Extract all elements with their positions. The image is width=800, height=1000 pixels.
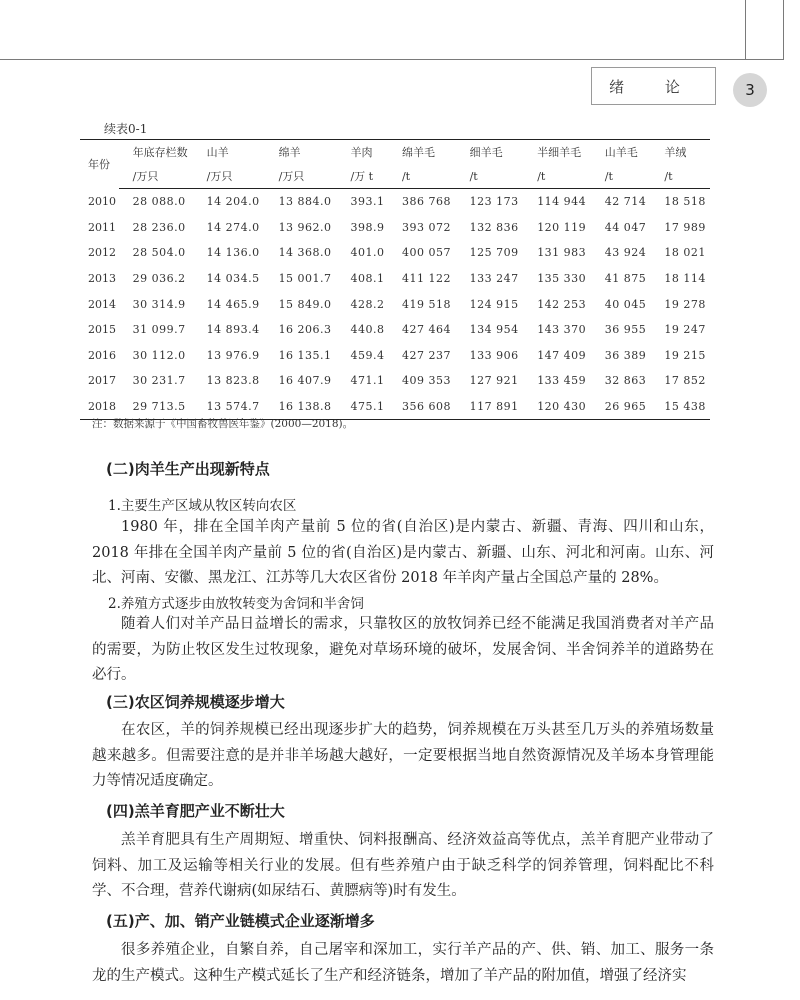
- cell-value: 428.2: [350, 297, 385, 311]
- cell-value: 419 518: [401, 297, 451, 311]
- cell-value: 13 574.7: [193, 394, 265, 420]
- cell-value: 409 353: [401, 374, 451, 388]
- cell-value: 14 465.9: [206, 297, 260, 311]
- header-sheep: 绵羊: [265, 140, 337, 165]
- cell-value: 42 714: [604, 195, 647, 209]
- cell-value: 133 459: [537, 374, 587, 388]
- table-note: 注：数据来源于《中国畜牧兽医年鉴》(2000—2018)。: [92, 418, 354, 430]
- unit-semi-fine-wool: /t: [523, 164, 591, 189]
- cell-value: 14 204.0: [206, 195, 260, 209]
- cell-value: 475.1: [336, 394, 388, 420]
- cell-value: 125 709: [469, 246, 519, 260]
- cell-value: 13 962.0: [278, 220, 332, 234]
- cell-value: 401.0: [350, 246, 385, 260]
- cell-value: 408.1: [350, 272, 385, 286]
- cell-value: 15 001.7: [278, 272, 332, 286]
- cell-value: 132 836: [469, 220, 519, 234]
- cell-value: 40 045: [604, 297, 647, 311]
- cell-value: 13 823.8: [206, 374, 260, 388]
- table-row: [80, 317, 710, 343]
- cell-value: 400 057: [401, 246, 451, 260]
- paragraph-2-1: 1980 年，排在全国羊肉产量前 5 位的省(自治区)是内蒙古、新疆、青海、四川和山东，2018 年排在全国羊肉产量前 5 位的省(自治区)是内蒙古、新疆、山东、河北和河南。山东、河北、河南、安徽、黑龙江、江苏等几大农区省份 2018 年羊肉产量占全国总产量的 28%。: [92, 519, 714, 586]
- header-vertical-rule-right: [783, 0, 784, 60]
- cell-value: 120 430: [523, 394, 591, 420]
- section-heading-5: (五)产、加、销产业链模式企业逐渐增多: [106, 912, 375, 930]
- cell-value: 30 231.7: [132, 374, 186, 388]
- table-body: [80, 189, 710, 420]
- header-vertical-rule: [745, 0, 746, 60]
- cell-value: 114 944: [537, 195, 587, 209]
- cell-value: 43 924: [604, 246, 647, 260]
- header-sheep-wool: 绵羊毛: [388, 140, 456, 165]
- cell-year: 2017: [88, 374, 116, 388]
- cell-value: 13 976.9: [206, 348, 260, 362]
- cell-year: 2018: [80, 394, 119, 420]
- cell-value: 19 215: [664, 348, 706, 362]
- cell-value: 393 072: [401, 220, 451, 234]
- table-header-row-2: [80, 164, 710, 189]
- cell-value: 133 906: [469, 348, 519, 362]
- chapter-title: 绪 论: [591, 67, 716, 105]
- cell-value: 28 088.0: [132, 195, 186, 209]
- cell-value: 124 915: [469, 297, 519, 311]
- header-stock: 年底存栏数: [119, 140, 193, 165]
- cell-value: 356 608: [388, 394, 456, 420]
- header-goat-hair: 山羊毛: [591, 140, 651, 165]
- cell-value: 26 965: [591, 394, 651, 420]
- cell-value: 32 863: [604, 374, 647, 388]
- cell-value: 18 021: [664, 246, 706, 260]
- unit-fine-wool: /t: [456, 164, 524, 189]
- cell-value: 18 114: [664, 272, 706, 286]
- cell-value: 13 884.0: [278, 195, 332, 209]
- cell-value: 19 278: [664, 297, 706, 311]
- cell-value: 17 852: [664, 374, 706, 388]
- cell-value: 120 119: [537, 220, 587, 234]
- unit-goat: /万只: [193, 164, 265, 189]
- subheading-2-2: 2.养殖方式逐步由放牧转变为舍饲和半舍饲: [108, 596, 364, 612]
- cell-value: 18 518: [664, 195, 706, 209]
- cell-value: 127 921: [469, 374, 519, 388]
- header-rule: [0, 59, 783, 60]
- cell-value: 142 253: [537, 297, 587, 311]
- header-cashmere: 羊绒: [650, 140, 710, 165]
- cell-year: 2013: [88, 272, 116, 286]
- cell-year: 2012: [88, 246, 116, 260]
- cell-value: 41 875: [604, 272, 647, 286]
- cell-value: 393.1: [350, 195, 385, 209]
- header-semi-fine-wool: 半细羊毛: [523, 140, 591, 165]
- cell-value: 14 893.4: [206, 323, 260, 337]
- cell-value: 398.9: [350, 220, 385, 234]
- cell-year: 2011: [88, 220, 116, 234]
- cell-value: 17 989: [664, 220, 706, 234]
- cell-year: 2014: [88, 297, 116, 311]
- cell-value: 14 136.0: [206, 246, 260, 260]
- cell-value: 16 206.3: [278, 323, 332, 337]
- cell-value: 16 407.9: [278, 374, 332, 388]
- cell-value: 427 464: [401, 323, 451, 337]
- cell-value: 135 330: [537, 272, 587, 286]
- sheep-statistics-table: [80, 139, 710, 420]
- cell-value: 30 112.0: [132, 348, 186, 362]
- cell-value: 459.4: [350, 348, 385, 362]
- header-year: 年份: [80, 140, 119, 189]
- table-row: [80, 189, 710, 215]
- cell-value: 386 768: [401, 195, 451, 209]
- table-row: [80, 266, 710, 292]
- table-row: [80, 240, 710, 266]
- cell-value: 440.8: [350, 323, 385, 337]
- unit-sheep-wool: /t: [388, 164, 456, 189]
- cell-value: 133 247: [469, 272, 519, 286]
- cell-value: 143 370: [537, 323, 587, 337]
- unit-goat-hair: /t: [591, 164, 651, 189]
- paragraph-3-1: 在农区，羊的饲养规模已经出现逐步扩大的趋势，饲养规模在万头甚至几万头的养殖场数量越来越多。但需要注意的是并非羊场越大越好，一定要根据当地自然资源情况及羊场本身管理能力等情况适度确定。: [92, 722, 714, 789]
- section-heading-3: (三)农区饲养规模逐步增大: [106, 693, 285, 711]
- unit-cashmere: /t: [650, 164, 710, 189]
- header-mutton: 羊肉: [336, 140, 388, 165]
- unit-sheep: /万只: [265, 164, 337, 189]
- subheading-2-1: 1.主要生产区域从牧区转向农区: [108, 498, 297, 514]
- cell-year: 2010: [88, 195, 116, 209]
- cell-value: 471.1: [350, 374, 385, 388]
- cell-value: 15 849.0: [278, 297, 332, 311]
- table-row: [80, 343, 710, 369]
- cell-value: 131 983: [537, 246, 587, 260]
- table-caption: 续表0-1: [104, 122, 148, 136]
- paragraph-5-1: 很多养殖企业，自繁自养，自己屠宰和深加工，实行羊产品的产、供、销、加工、服务一条龙的生产模式。这种生产模式延长了生产和经济链条，增加了羊产品的附加值，增强了经济实: [92, 942, 714, 984]
- cell-value: 15 438: [650, 394, 710, 420]
- cell-value: 31 099.7: [132, 323, 186, 337]
- cell-value: 411 122: [401, 272, 451, 286]
- cell-value: 29 036.2: [132, 272, 186, 286]
- page-number: 3: [733, 73, 767, 107]
- cell-year: 2016: [88, 348, 116, 362]
- cell-value: 28 236.0: [132, 220, 186, 234]
- section-heading-2: (二)肉羊生产出现新特点: [106, 460, 270, 478]
- table-row: [80, 368, 710, 394]
- cell-value: 36 389: [604, 348, 647, 362]
- cell-value: 14 274.0: [206, 220, 260, 234]
- cell-value: 44 047: [604, 220, 647, 234]
- cell-value: 117 891: [456, 394, 524, 420]
- header-fine-wool: 细羊毛: [456, 140, 524, 165]
- section-heading-4: (四)羔羊育肥产业不断壮大: [106, 802, 285, 820]
- cell-value: 19 247: [664, 323, 706, 337]
- paragraph-2-2: 随着人们对羊产品日益增长的需求，只靠牧区的放牧饲养已经不能满足我国消费者对羊产品的需要，为防止牧区发生过牧现象，避免对草场环境的破坏，发展舍饲、半舍饲养羊的道路势在必行。: [92, 616, 714, 683]
- cell-value: 30 314.9: [132, 297, 186, 311]
- header-goat: 山羊: [193, 140, 265, 165]
- table-header-row-1: [80, 140, 710, 165]
- cell-value: 427 237: [401, 348, 451, 362]
- cell-value: 29 713.5: [119, 394, 193, 420]
- cell-value: 28 504.0: [132, 246, 186, 260]
- cell-value: 14 368.0: [278, 246, 332, 260]
- table-row: [80, 291, 710, 317]
- cell-value: 36 955: [604, 323, 647, 337]
- unit-stock: /万只: [119, 164, 193, 189]
- cell-value: 16 135.1: [278, 348, 332, 362]
- unit-mutton: /万 t: [336, 164, 388, 189]
- cell-value: 14 034.5: [206, 272, 260, 286]
- cell-year: 2015: [88, 323, 116, 337]
- paragraph-4-1: 羔羊育肥具有生产周期短、增重快、饲料报酬高、经济效益高等优点，羔羊育肥产业带动了饲料、加工及运输等相关行业的发展。但有些养殖户由于缺乏科学的饲养管理，饲料配比不科学、不合理，营养代谢病(如尿结石、黄膘病等)时有发生。: [92, 832, 714, 899]
- table-row: [80, 215, 710, 241]
- cell-value: 134 954: [469, 323, 519, 337]
- cell-value: 123 173: [469, 195, 519, 209]
- cell-value: 16 138.8: [265, 394, 337, 420]
- cell-value: 147 409: [537, 348, 587, 362]
